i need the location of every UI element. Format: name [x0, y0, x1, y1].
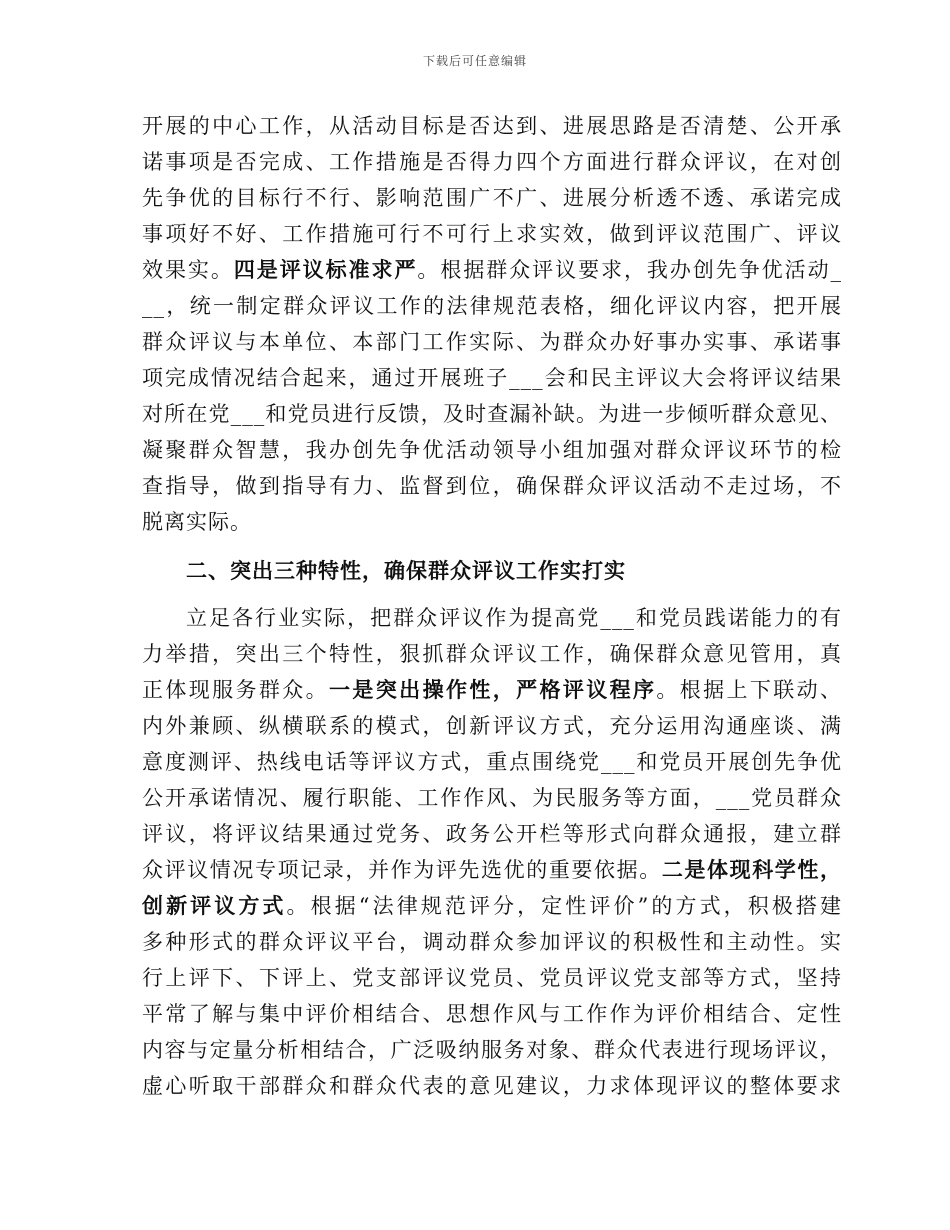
paragraph-line [142, 252, 842, 288]
paragraph-line [142, 924, 842, 960]
paragraph-line [142, 672, 842, 708]
text-span: 平常了解与集中评价相结合、思想作风与工作作为评价相结合、定性 [142, 1002, 842, 1026]
paragraph-line [142, 324, 842, 360]
text-span: 立足各行业实际，把群众评议作为提高党___和党员践诺能力的有 [186, 606, 842, 630]
bold-text-span: 一是突出操作性，严格评议程序 [329, 677, 657, 702]
text-span: 脱离实际。 [142, 510, 252, 534]
paragraph-line [142, 360, 842, 396]
text-span: 诺事项是否完成、工作措施是否得力四个方面进行群众评议，在对创 [142, 150, 842, 174]
paragraph-line [142, 960, 842, 996]
paragraph-line [142, 504, 842, 540]
paragraph-line [142, 852, 842, 888]
text-span: 凝聚群众智慧，我办创先争优活动领导小组加强对群众评议环节的检 [142, 438, 842, 462]
paragraph-line [142, 744, 842, 780]
text-span: 行上评下、下评上、党支部评议党员、党员评议党支部等方式，坚持 [142, 966, 842, 990]
text-span: 虚心听取干部群众和群众代表的意见建议，力求体现评议的整体要求 [142, 1074, 842, 1098]
text-span: 正体现服务群众。 [142, 678, 330, 702]
text-span: __，统一制定群众评议工作的法律规范表格，细化评议内容，把开展 [142, 294, 842, 318]
paragraph-line [142, 816, 842, 852]
paragraph-line [142, 396, 842, 432]
paragraph-line [142, 708, 842, 744]
text-span: 。根据群众评议要求，我办创先争优活动_ [417, 258, 843, 282]
bold-text-span: 二是体现科学性， [661, 857, 843, 882]
paragraph-line [142, 600, 842, 636]
section-heading: 二、突出三种特性，确保群众评议工作实打实 [186, 558, 626, 583]
text-span: 。根据上下联动、 [656, 678, 843, 702]
text-span: 内外兼顾、纵横联系的模式，创新评议方式，充分运用沟通座谈、满 [142, 714, 842, 738]
text-span: 内容与定量分析相结合，广泛吸纳服务对象、群众代表进行现场评议， [142, 1038, 842, 1062]
text-span: 群众评议与本单位、本部门工作实际、为群众办好事办实事、承诺事 [142, 330, 842, 354]
text-span: 对所在党___和党员进行反馈，及时查漏补缺。为进一步倾听群众意见、 [142, 402, 842, 426]
paragraph-line [142, 1032, 842, 1068]
paragraph-line [142, 144, 842, 180]
text-span: 意度测评、热线电话等评议方式，重点围绕党___和党员开展创先争优 [142, 750, 842, 774]
text-span: 公开承诺情况、履行职能、工作作风、为民服务等方面，___党员群众 [142, 786, 842, 810]
text-span: 查指导，做到指导有力、监督到位，确保群众评议活动不走过场，不 [142, 474, 842, 498]
text-span: 评议，将评议结果通过党务、政务公开栏等形式向群众通报，建立群 [142, 822, 842, 846]
paragraph-line [142, 216, 842, 252]
text-span: 效果实。 [142, 258, 234, 282]
bold-text-span: 创新评议方式 [142, 893, 287, 918]
text-span: 先争优的目标行不行、影响范围广不广、进展分析透不透、承诺完成 [142, 186, 842, 210]
page-header-note: 下载后可任意编辑 [422, 54, 527, 68]
paragraph-line [142, 432, 842, 468]
text-span: 开展的中心工作，从活动目标是否达到、进展思路是否清楚、公开承 [142, 114, 842, 138]
text-span: 多种形式的群众评议平台，调动群众参加评议的积极性和主动性。实 [142, 930, 842, 954]
paragraph-line [142, 636, 842, 672]
text-span: 众评议情况专项记录，并作为评先选优的重要依据。 [142, 858, 662, 882]
text-span: 项完成情况结合起来，通过开展班子___会和民主评议大会将评议结果 [142, 366, 842, 390]
paragraph-line [142, 108, 842, 144]
paragraph-line [142, 888, 842, 924]
text-span: 事项好不好、工作措施可行不可行上求实效，做到评议范围广、评议 [142, 222, 842, 246]
paragraph-line [142, 780, 842, 816]
text-span: 力举措，突出三个特性，狠抓群众评议工作，确保群众意见管用，真 [142, 642, 842, 666]
paragraph-line [142, 1068, 842, 1104]
paragraph-line [142, 468, 842, 504]
paragraph-line [142, 996, 842, 1032]
paragraph-line [142, 288, 842, 324]
paragraph-line [142, 180, 842, 216]
text-span: 。根据“法律规范评分，定性评价”的方式，积极搭建 [286, 894, 842, 918]
bold-text-span: 四是评议标准求严 [233, 257, 418, 282]
